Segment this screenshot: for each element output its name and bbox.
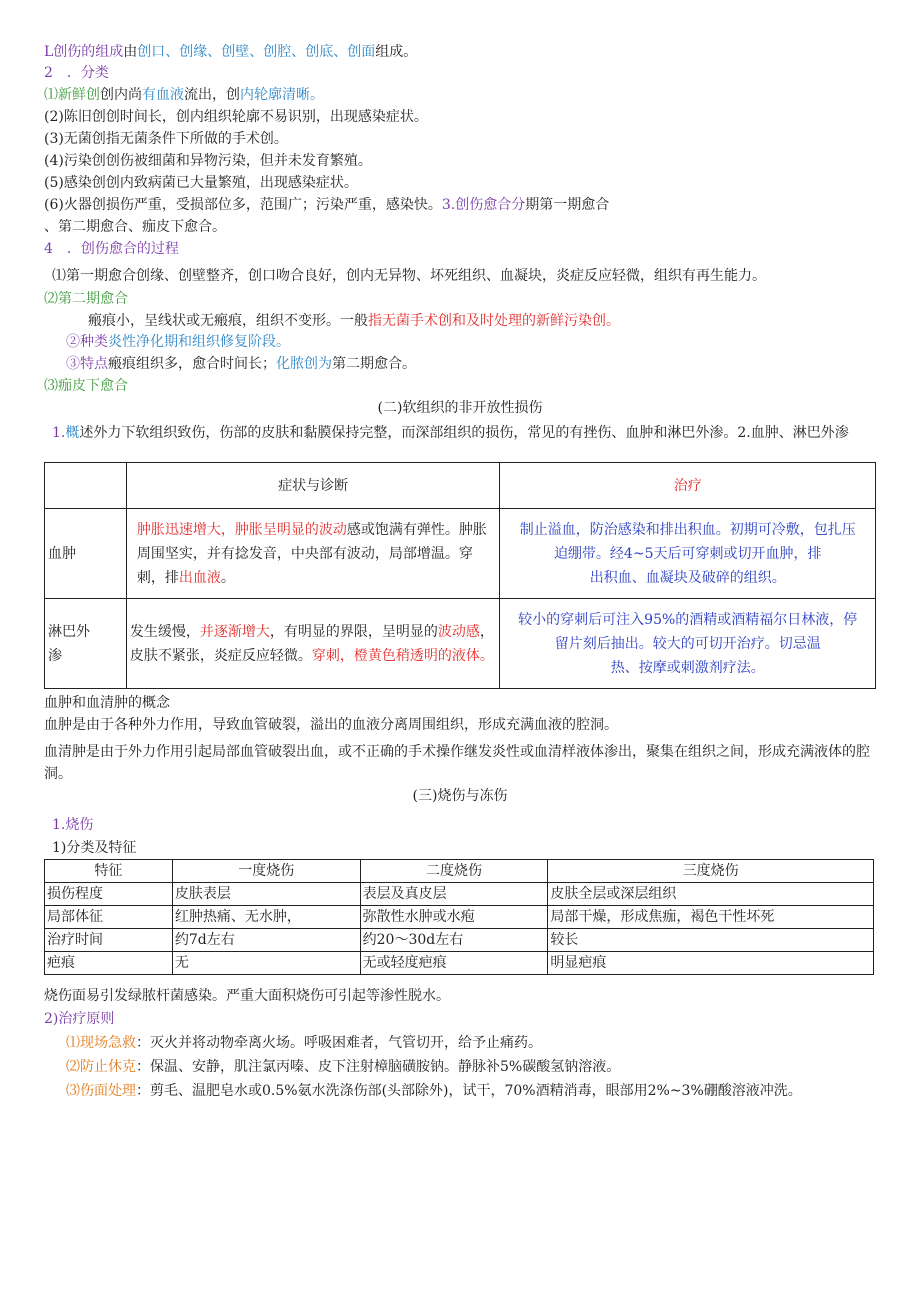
class-item-fresh: ⑴新鲜创创内尚有血液流出，创内轮廓清晰。 bbox=[44, 87, 324, 103]
healing-second-features: ③特点瘢痕组织多，愈合时间长；化脓创为第二期愈合。 bbox=[66, 356, 416, 372]
soft-tissue-heading: (二)软组织的非开放性损伤 bbox=[377, 400, 543, 416]
burn-classification-subheading: 1)分类及特征 bbox=[52, 840, 137, 856]
lymph-treatment: 较小的穿刺后可注入95%的酒精或酒精福尔日林液，停 留片刻后抽出。较大的可切开治疗。切忌温 热、按摩或刺激剂疗法。 bbox=[500, 599, 876, 689]
table-row: 局部体征 红肿热痛、无水肿， 弥散性水肿或水疱 局部干燥，形成焦痂，褐色干性坏死 bbox=[45, 906, 874, 929]
composition-label: L创伤的组成 bbox=[44, 44, 124, 60]
treatment-first-aid: ⑴现场急救：灭火并将动物牵离火场。呼吸困难者，气管切开，给予止痛药。 bbox=[66, 1035, 542, 1051]
burn-note: 烧伤面易引发绿脓杆菌感染。严重大面积烧伤可引起等渗性脱水。 bbox=[44, 988, 450, 1004]
row-name-hematoma: 血肿 bbox=[45, 509, 127, 599]
table-row: 治疗时间 约7d左右 约20～30d左右 较长 bbox=[45, 929, 874, 952]
header-treatment: 治疗 bbox=[500, 463, 876, 509]
header-blank-cell bbox=[45, 463, 127, 509]
table-row: 疤痕 无 无或轻度疤痕 明显疤痕 bbox=[45, 952, 874, 975]
table-row-lymph bbox=[45, 599, 876, 689]
burn-heading: 1.烧伤 bbox=[52, 817, 94, 833]
burn-degree-table bbox=[44, 859, 874, 975]
treatment-principles-heading: 2)治疗原则 bbox=[44, 1011, 115, 1027]
lymph-symptoms: 发生缓慢，并逐渐增大，有明显的界限，呈明显的波动感，皮肤不紧张，炎症反应轻微。穿刺，橙黄色稍透明的液体。 bbox=[126, 599, 500, 689]
healing-second-types: ②种类炎性净化期和组织修复阶段。 bbox=[66, 334, 290, 350]
wound-composition-line: L创伤的组成由创口、创缘、创壁、创腔、创底、创面组成。 bbox=[44, 44, 418, 60]
class-item-contaminated: (4)污染创创伤被细菌和异物污染，但并未发育繁殖。 bbox=[44, 153, 372, 169]
burn-frostbite-heading: (三)烧伤与冻伤 bbox=[412, 788, 508, 804]
hematoma-lymph-table bbox=[44, 462, 876, 689]
class-item-aseptic: (3)无菌创指无菌条件下所做的手术创。 bbox=[44, 131, 288, 147]
healing-second-desc: 瘢痕小，呈线状或无瘢痕，组织不变形。一般指无菌手术创和及时处理的新鲜污染创。 bbox=[88, 313, 620, 329]
concept-heading: 血肿和血清肿的概念 bbox=[44, 695, 170, 711]
classification-heading: 2 ．分类 bbox=[44, 65, 109, 81]
class-item-infected: (5)感染创创内致病菌已大量繁殖，出现感染症状。 bbox=[44, 175, 358, 191]
treatment-prevent-shock: ⑵防止休克：保温、安静，肌注氯丙嗪、皮下注射樟脑磺胺钠。静脉补5%碳酸氢钠溶液。 bbox=[66, 1059, 621, 1075]
table-header-row bbox=[45, 463, 876, 509]
healing-under-scab: ⑶痂皮下愈合 bbox=[44, 378, 128, 394]
concept-seroma: 血清肿是由于外力作用引起局部血管破裂出血，或不正确的手术操作继发炎性或血清样液体渗出，聚集在组织之间，形成充满液体的腔洞。 bbox=[44, 744, 870, 782]
soft-tissue-overview: 1.概述外力下软组织致伤，伤部的皮肤和黏膜保持完整，而深部组织的损伤，常见的有挫伤、血肿和淋巴外渗。2.血肿、淋巴外渗 bbox=[52, 425, 849, 441]
class-item-old: (2)陈旧创创时间长，创内组织轮廓不易识别，出现感染症状。 bbox=[44, 109, 428, 125]
burn-table-header: 特征 一度烧伤 二度烧伤 三度烧伤 bbox=[45, 860, 874, 883]
composition-parts: 创口、创缘、创壁、创腔、创底、创面 bbox=[137, 44, 376, 60]
table-row: 损伤程度 皮肤表层 表层及真皮层 皮肤全层或深层组织 bbox=[45, 883, 874, 906]
hematoma-treatment: 制止溢血，防治感染和排出积血。初期可冷敷，包扎压 迫绷带。经4~5天后可穿刺或切开血肿，排 出积血、血凝块及破碎的组织。 bbox=[500, 509, 876, 599]
row-name-lymph: 淋巴外 渗 bbox=[45, 599, 127, 689]
hematoma-symptoms: 肿胀迅速增大，肿胀呈明显的波动感或饱满有弹性。肿胀周围坚实，并有捻发音，中央部有波动，局部增温。穿刺，排出血液。 bbox=[126, 509, 500, 599]
concept-hematoma: 血肿是由于各种外力作用，导致血管破裂，溢出的血液分离周围组织，形成充满血液的腔洞。 bbox=[44, 717, 618, 733]
healing-first-intention: ⑴第一期愈合创缘、创壁整齐，创口吻合良好，创内无异物、坏死组织、血凝块，炎症反应轻微，组织有再生能力。 bbox=[52, 268, 766, 284]
class-item-firearm: (6)火器创损伤严重，受损部位多，范围广；污染严重，感染快。3.创伤愈合分期第一期愈合 bbox=[44, 197, 610, 213]
treatment-wound-care: ⑶伤面处理：剪毛、温肥皂水或0.5%氨水洗涤伤部(头部除外)，试干，70%酒精消毒，眼部用2%~3%硼酸溶液冲洗。 bbox=[66, 1083, 802, 1099]
header-symptom: 症状与诊断 bbox=[126, 463, 500, 509]
healing-second-heading: ⑵第二期愈合 bbox=[44, 291, 128, 307]
healing-process-heading: 4 ．创伤愈合的过程 bbox=[44, 241, 179, 257]
table-row-hematoma bbox=[45, 509, 876, 599]
class-item-continued: 、第二期愈合、痂皮下愈合。 bbox=[44, 219, 226, 235]
